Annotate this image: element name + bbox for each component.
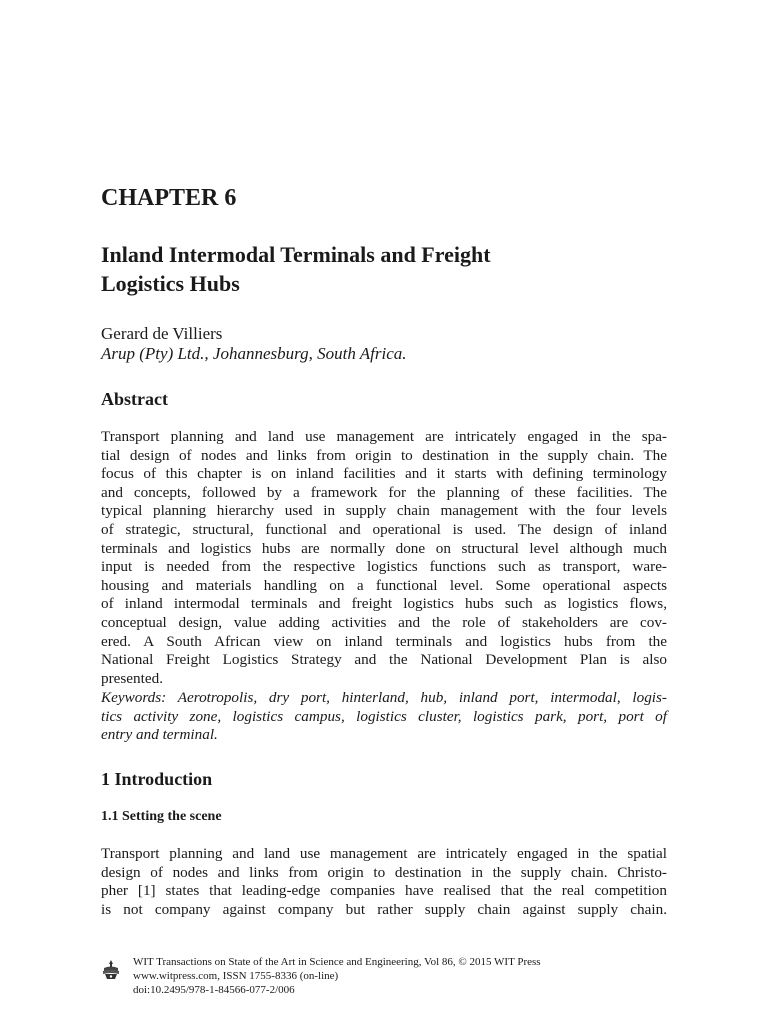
author-name: Gerard de Villiers bbox=[101, 324, 223, 343]
body-line: pher [1] states that leading-edge companies have realised that the real competition bbox=[101, 882, 667, 900]
abstract-line: conceptual design, value adding activities and the role of stakeholders are cov- bbox=[101, 613, 667, 631]
wit-press-logo-icon bbox=[101, 959, 121, 981]
body-line: Transport planning and land use management are intricately engaged in the spatial bbox=[101, 845, 667, 862]
keywords bbox=[101, 689, 667, 745]
footer-text bbox=[133, 955, 541, 997]
abstract-line: of strategic, structural, functional and operational is used. The design of inland bbox=[101, 520, 667, 538]
abstract-line: National Freight Logistics Strategy and the National Development Plan is also bbox=[101, 651, 667, 669]
abstract-line: housing and materials handling on a functional level. Some operational aspects bbox=[101, 576, 667, 594]
body-line: is not company against company but rather supply chain against supply chain. bbox=[101, 900, 667, 918]
keywords-line: Keywords: Aerotropolis, dry port, hinterland, hub, inland port, intermodal, logis- bbox=[101, 689, 667, 706]
abstract-line: tial design of nodes and links from origin to destination in the supply chain. The bbox=[101, 446, 667, 464]
title-line: Inland Intermodal Terminals and Freight bbox=[101, 242, 491, 267]
abstract-line: ered. A South African view on inland terminals and logistics hubs from the bbox=[101, 632, 667, 650]
footer-line: doi:10.2495/978-1-84566-077-2/006 bbox=[133, 984, 295, 996]
abstract-line: typical planning hierarchy used in supply chain management with the four levels bbox=[101, 502, 667, 520]
abstract-line: terminals and logistics hubs are normally done on structural level although much bbox=[101, 539, 667, 557]
abstract-line: focus of this chapter is on inland facilities and it starts with defining terminology bbox=[101, 465, 667, 483]
footer-line: WIT Transactions on State of the Art in Science and Engineering, Vol 86, © 2015 WIT Press bbox=[133, 956, 541, 968]
body-line: design of nodes and links from origin to destination in the supply chain. Christo- bbox=[101, 863, 667, 881]
abstract-line: and concepts, followed by a framework for the planning of these facilities. The bbox=[101, 483, 667, 501]
footer-line: www.witpress.com, ISSN 1755-8336 (on-line) bbox=[133, 970, 339, 982]
author-affiliation: Arup (Pty) Ltd., Johannesburg, South Africa. bbox=[101, 344, 407, 363]
chapter-title bbox=[101, 240, 667, 298]
abstract-line: of inland intermodal terminals and freight logistics hubs such as logistics flows, bbox=[101, 595, 667, 613]
keywords-line: tics activity zone, logistics campus, logistics cluster, logistics park, port, port of bbox=[101, 707, 667, 725]
section-heading: 1 Introduction bbox=[101, 769, 213, 789]
keywords-line: entry and terminal. bbox=[101, 726, 218, 744]
abstract-heading: Abstract bbox=[101, 389, 168, 409]
subsection-heading: 1.1 Setting the scene bbox=[101, 809, 222, 824]
chapter-number: CHAPTER 6 bbox=[101, 185, 237, 211]
abstract-line: presented. bbox=[101, 669, 163, 687]
abstract-text bbox=[101, 428, 667, 688]
abstract-line: Transport planning and land use management are intricately engaged in the spa- bbox=[101, 428, 667, 445]
title-line: Logistics Hubs bbox=[101, 271, 240, 296]
abstract-line: input is needed from the respective logistics functions such as transport, ware- bbox=[101, 558, 667, 576]
body-paragraph bbox=[101, 845, 667, 919]
